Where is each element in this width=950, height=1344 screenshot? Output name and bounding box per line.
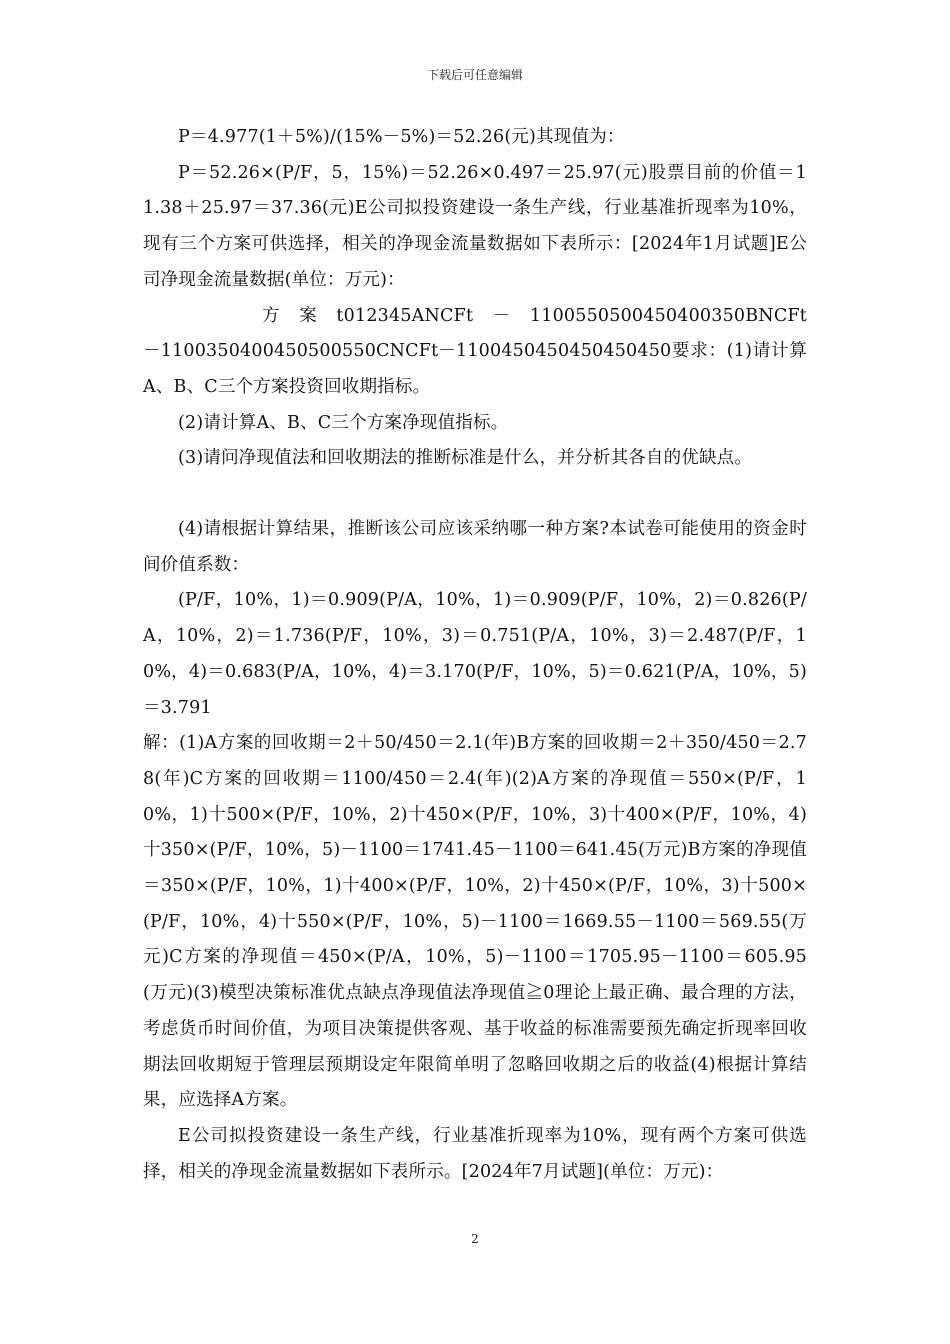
paragraph-requirement-3: (3)请问净现值法和回收期法的推断标准是什么，并分析其各自的优缺点。 (178, 448, 753, 469)
paragraph-present-value-formula: P＝4.977(1＋5%)/(15%－5%)＝52.26(元)其现值为： (178, 127, 625, 147)
page-number: 2 (471, 1232, 479, 1246)
paragraph-solution: 解：(1)A方案的回收期＝2＋50/450＝2.1(年)B方案的回收期＝2＋350/450＝2.78(年)C方案的回收期＝1100/450＝2.4(年)(2)A方案的净现值＝550×(P/F，10%，1)十500×(P/F，10%，2)十450×(P/F，10%，3)十400×(P/F，10%，4)十350×(P/F，10%，5)－1100＝1741.45－1100＝641.45(万元)B方案的净现值＝350×(P/F，10%，1)十400×(P/F，10%，2)十450×(P/F，10%，3)十500×(P/F，10%，4)十550×(P/F，10%，5)－1100＝1669.55－1100＝569.55(万元)C方案的净现值＝450×(P/A，10%，5)－1100＝1705.95－1100＝605.95(万元)(3)模型决策标准优点缺点净现值法净现值≧0理论上最正确、最合理的方法，考虑货币时间价值，为项目决策提供客观、基于收益的标准需要预先确定折现率回收期法回收期短于管理层预期设定年限简单明了忽略回收期之后的收益(4)根据计算结果，应选择A方案。 (143, 733, 807, 1111)
paragraph-spacer (143, 477, 807, 512)
page-header: 下载后可任意编辑 (426, 68, 523, 82)
paragraph-cashflow-table-and-requirement-1: 方 案 t012345ANCFt － 1100550500450400350BNCFt －1100350400450500550CNCFt－1100450450450450450要求：(1)请计算A、B、C三个方案投资回收期指标。 (143, 305, 825, 397)
paragraph-discount-factors: (P/F，10%，1)＝0.909(P/A，10%，1)＝0.909(P/F，10%，2)＝0.826(P/A，10%，2)＝1.736(P/F，10%，3)＝0.751(P/A，10%，3)＝2.487(P/F，10%，4)＝0.683(P/A，10%，4)＝3.170(P/F，10%，5)＝0.621(P/A，10%，5)＝3.791 (143, 590, 807, 718)
paragraph-requirement-4: (4)请根据计算结果，推断该公司应该采纳哪一种方案?本试卷可能使用的资金时间价值系数： (143, 519, 807, 575)
document-body (143, 120, 825, 1190)
paragraph-next-question: E公司拟投资建设一条生产线，行业基准折现率为10%，现有两个方案可供选择，相关的净现金流量数据如下表所示。[2024年7月试题](单位：万元)： (143, 1125, 807, 1182)
paragraph-stock-value-and-question-intro: P＝52.26×(P/F，5，15%)＝52.26×0.497＝25.97(元)股票目前的价值＝11.38＋25.97＝37.36(元)E公司拟投资建设一条生产线，行业基准折现率为10%，现有三个方案可供选择，相关的净现金流量数据如下表所示：[2024年1月试题]E公司净现金流量数据(单位：万元)： (143, 162, 807, 290)
paragraph-requirement-2: (2)请计算A、B、C三个方案净现值指标。 (178, 412, 509, 433)
